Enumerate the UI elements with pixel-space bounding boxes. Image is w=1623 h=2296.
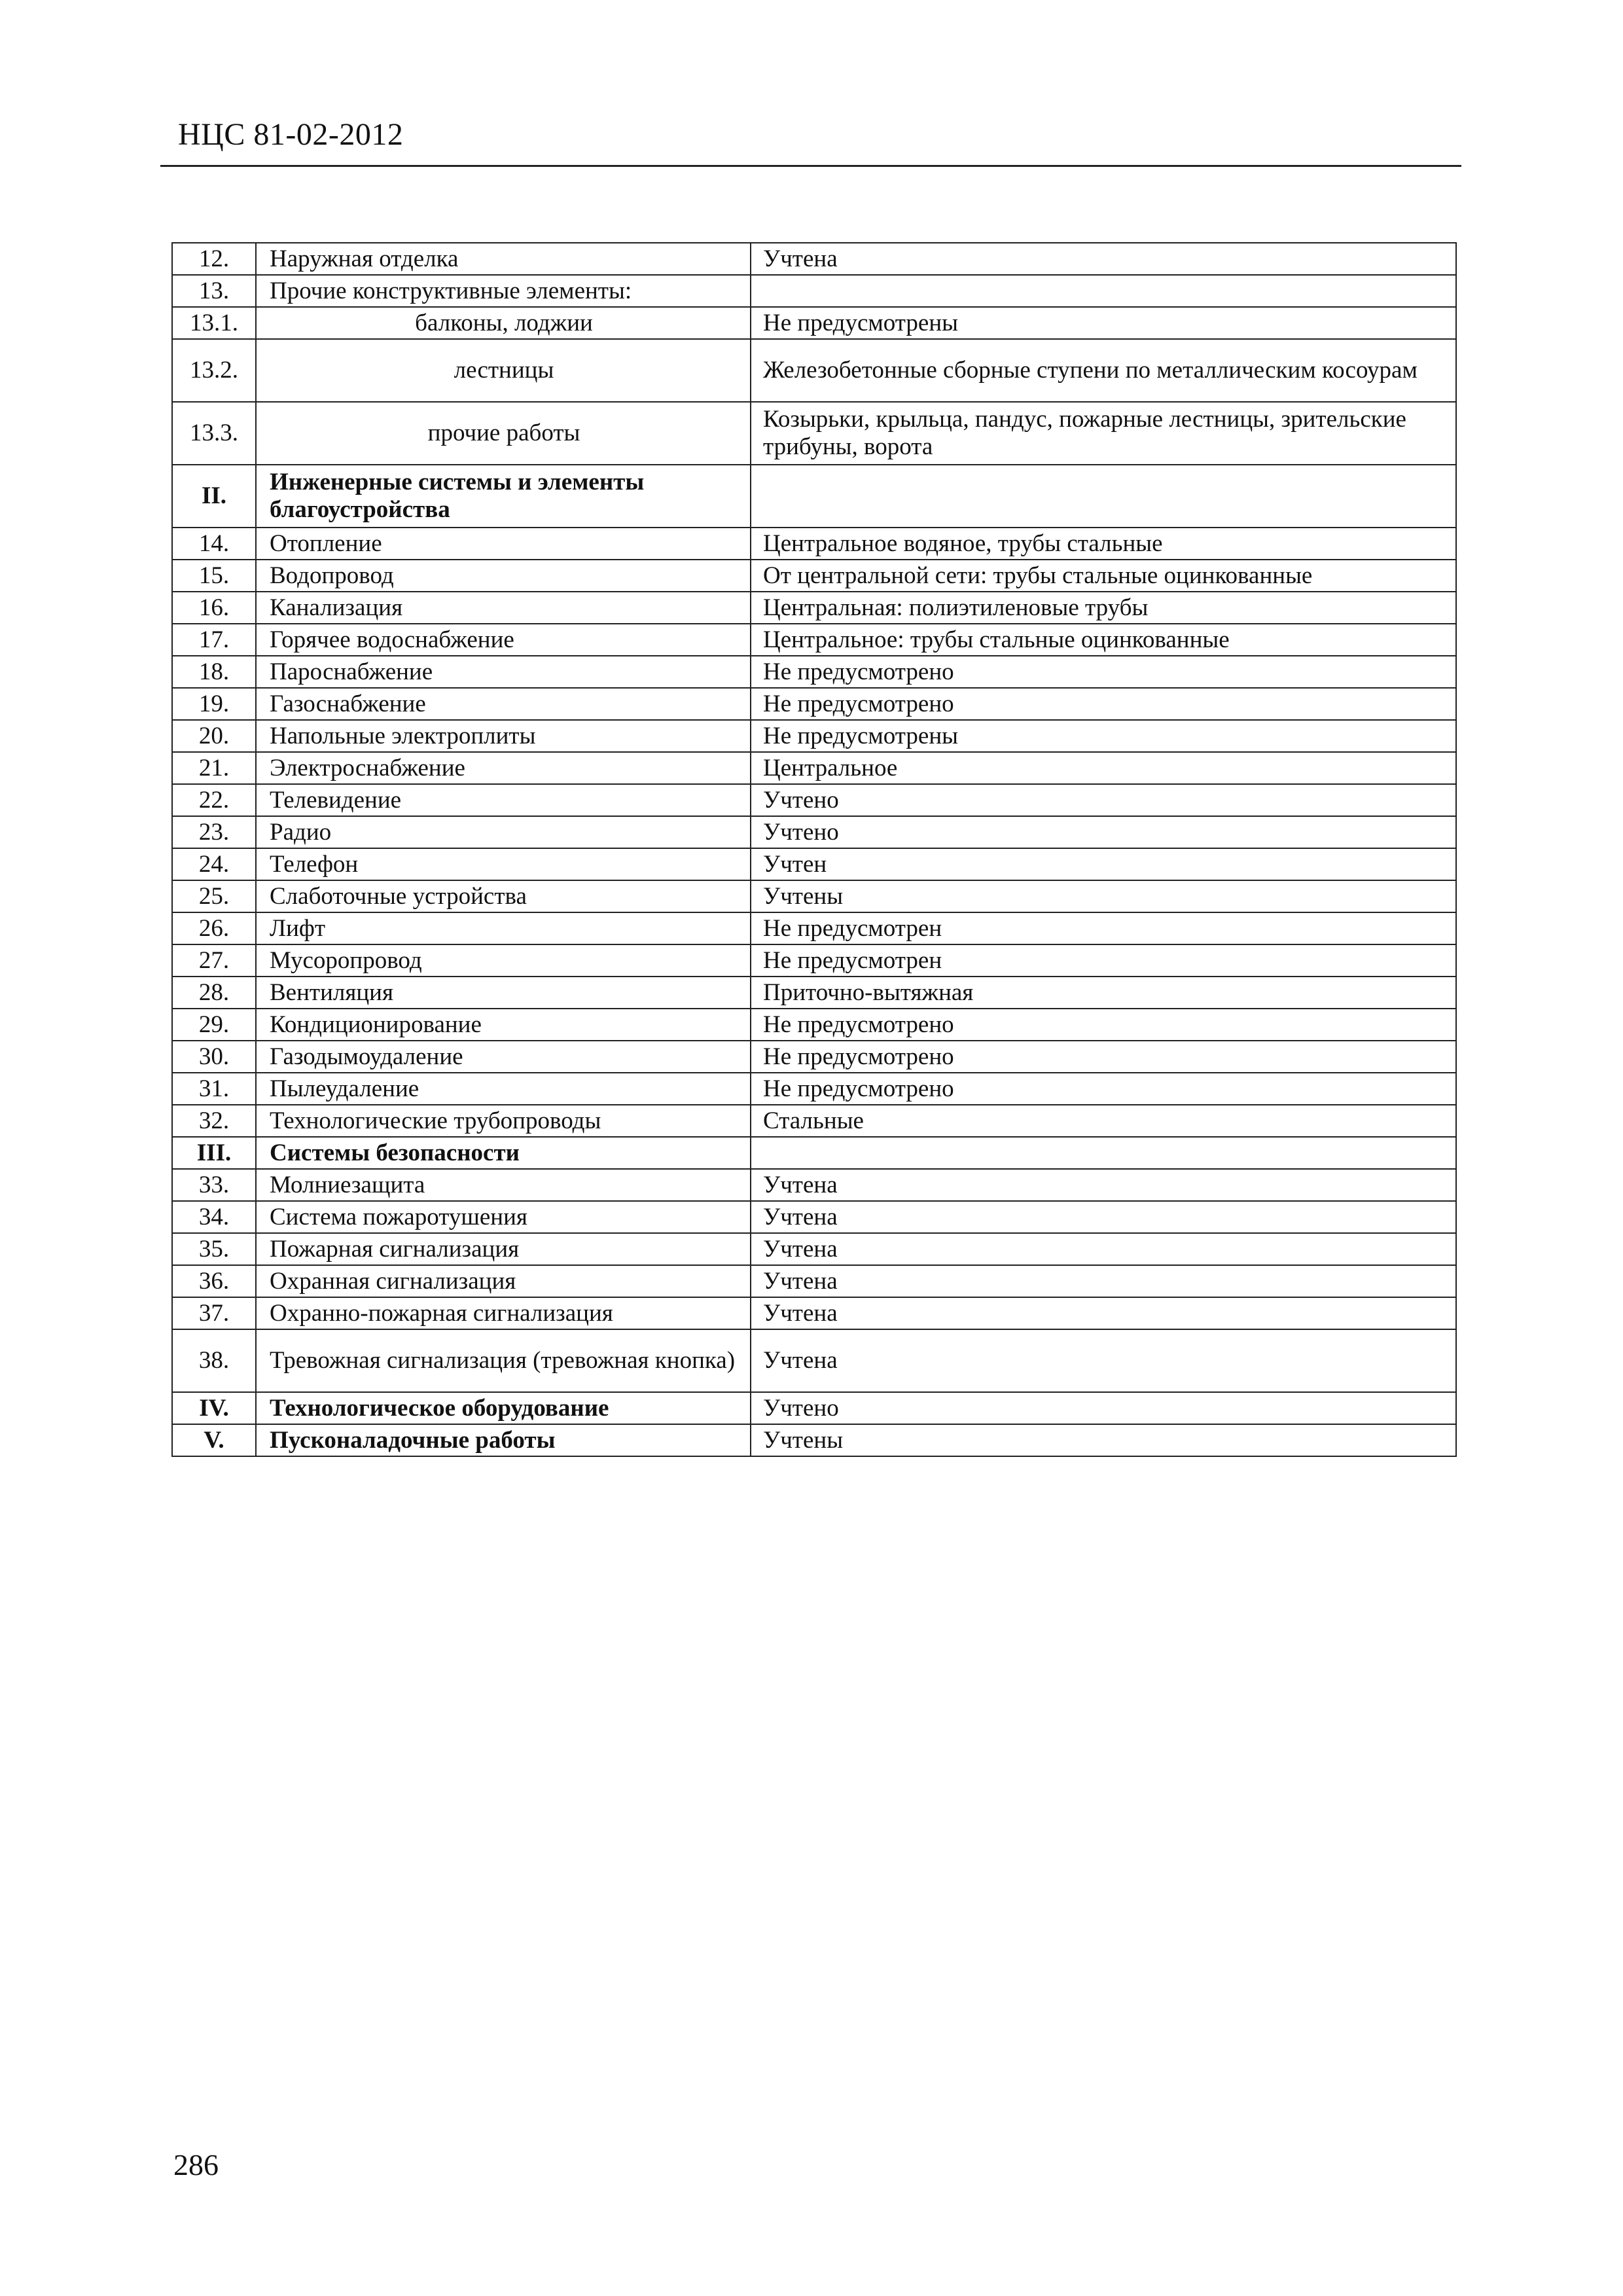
- row-item-value: [751, 275, 1456, 307]
- row-item-value: Не предусмотрено: [751, 1073, 1456, 1105]
- row-item-name: Технологическое оборудование: [256, 1392, 751, 1424]
- row-number: 28.: [172, 977, 256, 1009]
- row-number: 34.: [172, 1201, 256, 1233]
- row-number: 31.: [172, 1073, 256, 1105]
- row-item-name: Инженерные системы и элементы благоустройства: [256, 465, 751, 528]
- row-number: II.: [172, 465, 256, 528]
- row-item-name: балконы, лоджии: [256, 307, 751, 339]
- row-number: 19.: [172, 688, 256, 720]
- row-item-value: Центральное: трубы стальные оцинкованные: [751, 624, 1456, 656]
- row-item-value: Козырьки, крыльца, пандус, пожарные лестницы, зрительские трибуны, ворота: [751, 402, 1456, 465]
- row-item-value: Не предусмотрены: [751, 307, 1456, 339]
- row-item-name: Молниезащита: [256, 1169, 751, 1201]
- row-item-value: Центральное водяное, трубы стальные: [751, 528, 1456, 560]
- row-item-value: Не предусмотрено: [751, 656, 1456, 688]
- row-number: 38.: [172, 1329, 256, 1392]
- row-item-value: Не предусмотрен: [751, 944, 1456, 977]
- table-row: [172, 592, 1456, 624]
- row-item-value: От центральной сети: трубы стальные оцинкованные: [751, 560, 1456, 592]
- table-row: [172, 1424, 1456, 1456]
- table-row: [172, 402, 1456, 465]
- row-item-value: Учтена: [751, 1329, 1456, 1392]
- row-number: 22.: [172, 784, 256, 816]
- table-row: [172, 339, 1456, 402]
- row-item-name: Кондиционирование: [256, 1009, 751, 1041]
- row-item-value: Приточно-вытяжная: [751, 977, 1456, 1009]
- row-item-value: Железобетонные сборные ступени по металлическим косоурам: [751, 339, 1456, 402]
- row-item-value: Учтен: [751, 848, 1456, 880]
- row-number: 20.: [172, 720, 256, 752]
- row-number: 36.: [172, 1265, 256, 1297]
- row-item-value: Учтена: [751, 243, 1456, 275]
- row-item-value: Учтены: [751, 880, 1456, 912]
- table-row: [172, 912, 1456, 944]
- row-number: 32.: [172, 1105, 256, 1137]
- row-number: 18.: [172, 656, 256, 688]
- row-item-name: Прочие конструктивные элементы:: [256, 275, 751, 307]
- row-item-value: Не предусмотрены: [751, 720, 1456, 752]
- row-item-name: Телефон: [256, 848, 751, 880]
- row-number: 25.: [172, 880, 256, 912]
- row-number: 15.: [172, 560, 256, 592]
- table-row: [172, 720, 1456, 752]
- table-row: [172, 1233, 1456, 1265]
- row-number: IV.: [172, 1392, 256, 1424]
- row-item-value: Учтена: [751, 1265, 1456, 1297]
- row-item-value: Не предусмотрено: [751, 688, 1456, 720]
- table-row: [172, 1137, 1456, 1169]
- row-number: III.: [172, 1137, 256, 1169]
- row-item-value: Учтены: [751, 1424, 1456, 1456]
- row-item-name: Тревожная сигнализация (тревожная кнопка): [256, 1329, 751, 1392]
- row-item-name: Телевидение: [256, 784, 751, 816]
- row-item-value: Не предусмотрено: [751, 1009, 1456, 1041]
- row-number: 12.: [172, 243, 256, 275]
- table-row: [172, 1297, 1456, 1329]
- row-item-name: Напольные электроплиты: [256, 720, 751, 752]
- row-item-value: Центральное: [751, 752, 1456, 784]
- table-row: [172, 243, 1456, 275]
- table-row: [172, 688, 1456, 720]
- row-item-name: Газоснабжение: [256, 688, 751, 720]
- table-row: [172, 1073, 1456, 1105]
- row-item-name: Вентиляция: [256, 977, 751, 1009]
- row-item-value: Учтено: [751, 784, 1456, 816]
- row-item-name: лестницы: [256, 339, 751, 402]
- row-number: 33.: [172, 1169, 256, 1201]
- table-row: [172, 275, 1456, 307]
- table-row: [172, 1041, 1456, 1073]
- table-row: [172, 656, 1456, 688]
- row-item-name: Отопление: [256, 528, 751, 560]
- table-row: [172, 1329, 1456, 1392]
- header-rule: [160, 165, 1461, 167]
- row-item-name: Электроснабжение: [256, 752, 751, 784]
- table-body: [172, 243, 1456, 1456]
- table-row: [172, 880, 1456, 912]
- row-item-name: Канализация: [256, 592, 751, 624]
- table-row: [172, 1201, 1456, 1233]
- table-row: [172, 1009, 1456, 1041]
- row-number: 29.: [172, 1009, 256, 1041]
- row-item-value: Учтена: [751, 1201, 1456, 1233]
- row-item-name: Пусконаладочные работы: [256, 1424, 751, 1456]
- row-number: 26.: [172, 912, 256, 944]
- row-number: 16.: [172, 592, 256, 624]
- row-item-name: Пылеудаление: [256, 1073, 751, 1105]
- table-row: [172, 752, 1456, 784]
- table-row: [172, 560, 1456, 592]
- row-item-name: Технологические трубопроводы: [256, 1105, 751, 1137]
- table-row: [172, 1169, 1456, 1201]
- row-item-name: Газодымоудаление: [256, 1041, 751, 1073]
- table-row: [172, 848, 1456, 880]
- row-number: 14.: [172, 528, 256, 560]
- table-row: [172, 465, 1456, 528]
- row-number: V.: [172, 1424, 256, 1456]
- row-item-name: Радио: [256, 816, 751, 848]
- table-row: [172, 944, 1456, 977]
- row-number: 13.1.: [172, 307, 256, 339]
- row-item-name: Водопровод: [256, 560, 751, 592]
- row-item-name: Мусоропровод: [256, 944, 751, 977]
- row-number: 37.: [172, 1297, 256, 1329]
- row-item-name: Горячее водоснабжение: [256, 624, 751, 656]
- row-item-value: [751, 1137, 1456, 1169]
- table-row: [172, 1105, 1456, 1137]
- row-item-value: Центральная: полиэтиленовые трубы: [751, 592, 1456, 624]
- document-code: НЦС 81-02-2012: [178, 117, 404, 152]
- row-item-name: прочие работы: [256, 402, 751, 465]
- page-number: 286: [173, 2148, 219, 2181]
- table-row: [172, 1392, 1456, 1424]
- row-item-value: Учтена: [751, 1233, 1456, 1265]
- table-row: [172, 784, 1456, 816]
- table-row: [172, 1265, 1456, 1297]
- row-item-name: Системы безопасности: [256, 1137, 751, 1169]
- table-row: [172, 307, 1456, 339]
- table-row: [172, 624, 1456, 656]
- row-item-name: Пожарная сигнализация: [256, 1233, 751, 1265]
- row-item-name: Наружная отделка: [256, 243, 751, 275]
- row-number: 17.: [172, 624, 256, 656]
- row-item-name: Слаботочные устройства: [256, 880, 751, 912]
- row-number: 27.: [172, 944, 256, 977]
- row-number: 30.: [172, 1041, 256, 1073]
- row-number: 23.: [172, 816, 256, 848]
- table-row: [172, 977, 1456, 1009]
- row-item-value: [751, 465, 1456, 528]
- row-number: 21.: [172, 752, 256, 784]
- row-item-value: Учтено: [751, 1392, 1456, 1424]
- row-item-value: Не предусмотрено: [751, 1041, 1456, 1073]
- row-item-value: Учтена: [751, 1297, 1456, 1329]
- row-item-value: Стальные: [751, 1105, 1456, 1137]
- table-row: [172, 816, 1456, 848]
- row-item-name: Лифт: [256, 912, 751, 944]
- row-item-value: Учтена: [751, 1169, 1456, 1201]
- table-row: [172, 528, 1456, 560]
- row-item-value: Учтено: [751, 816, 1456, 848]
- row-item-name: Система пожаротушения: [256, 1201, 751, 1233]
- row-item-name: Охранная сигнализация: [256, 1265, 751, 1297]
- row-number: 35.: [172, 1233, 256, 1265]
- specification-table: [171, 242, 1457, 1457]
- row-item-name: Пароснабжение: [256, 656, 751, 688]
- row-item-value: Не предусмотрен: [751, 912, 1456, 944]
- row-number: 24.: [172, 848, 256, 880]
- row-number: 13.: [172, 275, 256, 307]
- row-item-name: Охранно-пожарная сигнализация: [256, 1297, 751, 1329]
- row-number: 13.3.: [172, 402, 256, 465]
- row-number: 13.2.: [172, 339, 256, 402]
